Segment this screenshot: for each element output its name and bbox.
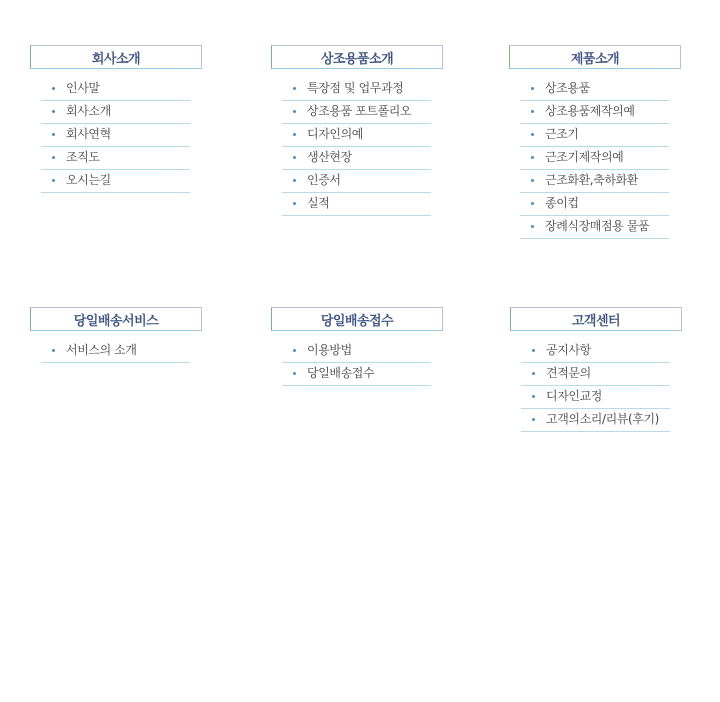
bullet-icon [293,156,296,159]
menu-item-service-intro[interactable] [41,340,190,363]
menu-item-label: 상조용품 [545,81,590,95]
menu-header-same-day-order[interactable]: 당일배송접수 [271,307,443,331]
menu-item-label: 디자인교정 [546,389,602,403]
bullet-icon [52,133,55,136]
menu-funeral-goods-intro [271,45,443,216]
bullet-icon [531,156,534,159]
menu-item-same-day-order[interactable] [282,363,431,386]
menu-item-track-record[interactable] [282,193,431,216]
bullet-icon [532,372,535,375]
bullet-icon [531,225,534,228]
bullet-icon [531,202,534,205]
menu-same-day-order [271,307,443,386]
bullet-icon [52,156,55,159]
menu-item-quote-inquiry[interactable] [521,363,670,386]
menu-item-design-examples[interactable] [282,124,431,147]
menu-item-label: 인사말 [66,81,100,95]
bullet-icon [293,349,296,352]
menu-item-production-site[interactable] [282,147,431,170]
menu-item-label: 인증서 [307,173,341,187]
menu-item-company-intro[interactable] [41,101,190,124]
menu-same-day-service [30,307,202,363]
menu-list-funeral-goods-intro [282,78,431,216]
menu-item-label: 당일배송접수 [307,366,375,380]
menu-item-label: 디자인의예 [307,127,363,141]
menu-item-greeting[interactable] [41,78,190,101]
menu-item-wreaths[interactable] [520,170,669,193]
menu-item-paper-cups[interactable] [520,193,669,216]
menu-list-company-intro [41,78,190,193]
menu-item-features-process[interactable] [282,78,431,101]
bullet-icon [293,202,296,205]
menu-item-label: 근조화환,축하화환 [545,173,638,187]
menu-list-products-intro [520,78,669,239]
bullet-icon [293,133,296,136]
menu-item-label: 종이컵 [545,196,579,210]
menu-item-notices[interactable] [521,340,670,363]
menu-item-certificates[interactable] [282,170,431,193]
menu-item-label: 이용방법 [307,343,352,357]
menu-item-label: 견적문의 [546,366,591,380]
menu-item-label: 회사소개 [66,104,111,118]
menu-item-label: 공지사항 [546,343,591,357]
menu-item-label: 서비스의 소개 [66,343,137,357]
menu-item-label: 회사연혁 [66,127,111,141]
menu-item-label: 특장점 및 업무과정 [307,81,404,95]
bullet-icon [52,87,55,90]
bullet-icon [52,349,55,352]
menu-list-same-day-service [41,340,190,363]
menu-item-label: 고객의소리/리뷰(후기) [546,412,659,426]
menu-products-intro [509,45,681,239]
menu-item-funeral-goods-examples[interactable] [520,101,669,124]
menu-header-company-intro[interactable]: 회사소개 [30,45,202,69]
menu-list-customer-center [521,340,670,432]
bullet-icon [293,179,296,182]
menu-item-condolence-flag[interactable] [520,124,669,147]
menu-item-design-proofing[interactable] [521,386,670,409]
bullet-icon [531,87,534,90]
menu-company-intro [30,45,202,193]
menu-item-label: 생산현장 [307,150,352,164]
bullet-icon [532,418,535,421]
menu-item-customer-reviews[interactable] [521,409,670,432]
menu-item-how-to-use[interactable] [282,340,431,363]
menu-item-label: 장례식장매점용 물품 [545,219,650,233]
menu-customer-center [510,307,682,432]
bullet-icon [531,133,534,136]
bullet-icon [532,395,535,398]
menu-item-label: 상조용품 포트폴리오 [307,104,412,118]
menu-item-funeral-goods[interactable] [520,78,669,101]
menu-item-directions[interactable] [41,170,190,193]
menu-item-label: 근조기 [545,127,579,141]
menu-header-same-day-service[interactable]: 당일배송서비스 [30,307,202,331]
menu-item-funeral-shop-goods[interactable] [520,216,669,239]
menu-item-history[interactable] [41,124,190,147]
bullet-icon [293,87,296,90]
bullet-icon [293,110,296,113]
menu-item-condolence-flag-examples[interactable] [520,147,669,170]
menu-item-label: 오시는길 [66,173,111,187]
bullet-icon [531,110,534,113]
menu-item-label: 근조기제작의예 [545,150,624,164]
menu-item-label: 상조용품제작의예 [545,104,635,118]
bullet-icon [532,349,535,352]
menu-item-label: 조직도 [66,150,100,164]
bullet-icon [52,110,55,113]
bullet-icon [52,179,55,182]
menu-item-label: 실적 [307,196,330,210]
menu-item-org-chart[interactable] [41,147,190,170]
bullet-icon [293,372,296,375]
bullet-icon [531,179,534,182]
menu-header-products-intro[interactable]: 제품소개 [509,45,681,69]
menu-item-portfolio[interactable] [282,101,431,124]
menu-header-funeral-goods-intro[interactable]: 상조용품소개 [271,45,443,69]
menu-list-same-day-order [282,340,431,386]
menu-header-customer-center[interactable]: 고객센터 [510,307,682,331]
